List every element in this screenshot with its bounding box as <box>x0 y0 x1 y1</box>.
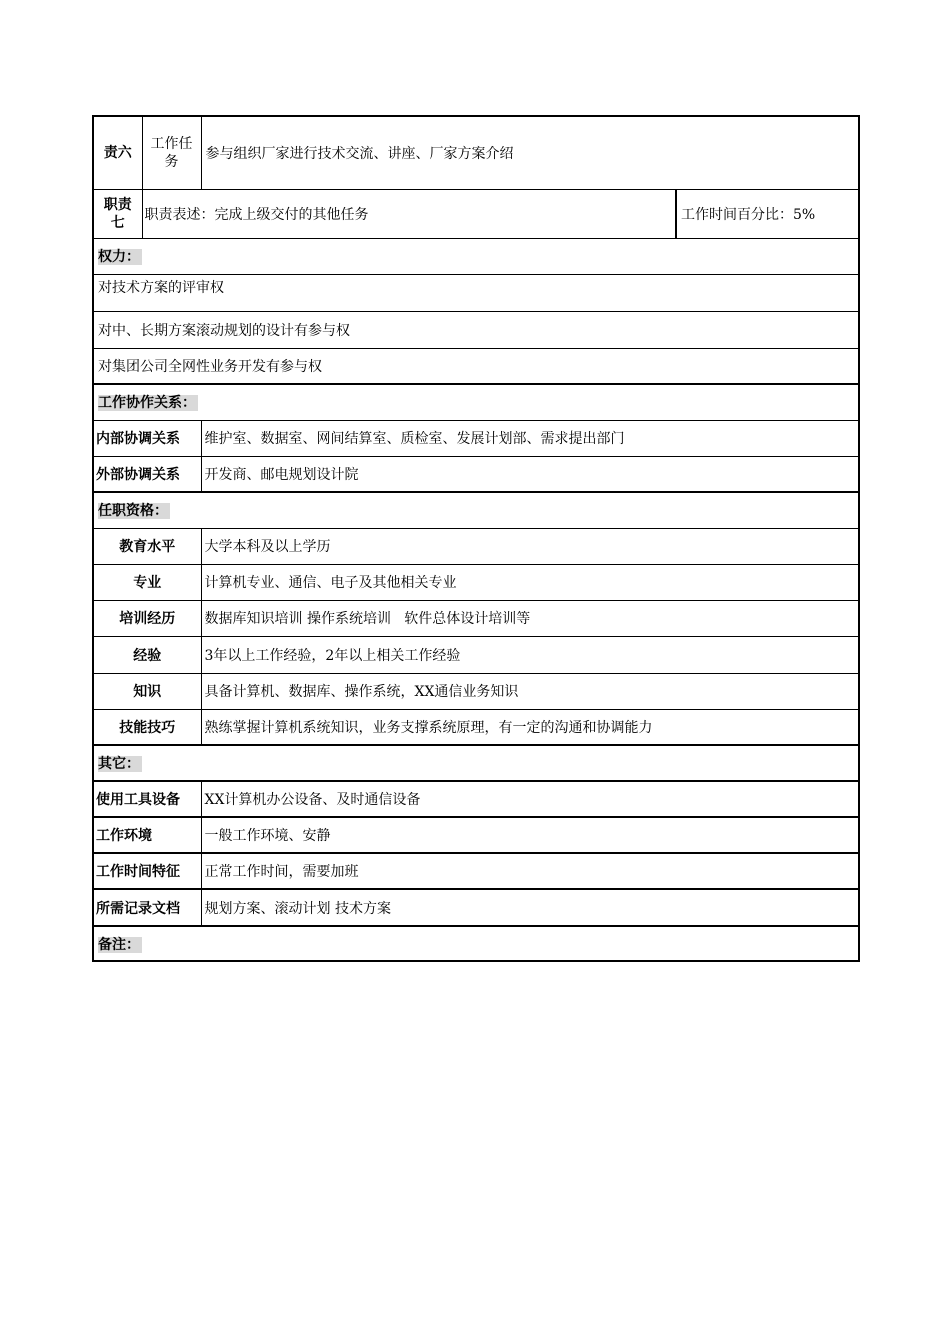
duty6-task-label: 工作任务 <box>142 116 201 189</box>
relations-row <box>93 420 859 456</box>
power-section-header <box>93 238 859 274</box>
qualification-row <box>93 564 859 600</box>
remarks-title: 备注： <box>98 936 140 953</box>
power-title: 权力： <box>98 249 140 265</box>
power-item-text: 对技术方案的评审权 <box>93 274 859 311</box>
power-item-text: 对集团公司全网性业务开发有参与权 <box>93 348 859 384</box>
relations-row <box>93 456 859 492</box>
power-item <box>93 274 859 311</box>
qualification-label: 教育水平 <box>93 528 201 564</box>
other-section-header <box>93 745 859 781</box>
relations-section-header <box>93 384 859 420</box>
qualification-value: 大学本科及以上学历 <box>201 528 859 564</box>
qualification-row <box>93 528 859 564</box>
duty7-label: 职责七 <box>93 189 142 238</box>
other-row <box>93 817 859 853</box>
qualification-label: 专业 <box>93 564 201 600</box>
relations-label: 外部协调关系 <box>93 456 201 492</box>
other-value: 一般工作环境、安静 <box>201 817 859 853</box>
qualification-row <box>93 709 859 745</box>
other-value: XX计算机办公设备、及时通信设备 <box>201 781 859 817</box>
other-label: 使用工具设备 <box>93 781 201 817</box>
power-item <box>93 348 859 384</box>
relations-value: 开发商、邮电规划设计院 <box>201 456 859 492</box>
qualification-value: 熟练掌握计算机系统知识，业务支撑系统原理，有一定的沟通和协调能力 <box>201 709 859 745</box>
other-label: 工作时间特征 <box>93 853 201 889</box>
other-label: 工作环境 <box>93 817 201 853</box>
duty6-task-text: 参与组织厂家进行技术交流、讲座、厂家方案介绍 <box>201 116 859 189</box>
qualifications-section-header <box>93 492 859 528</box>
relations-title: 工作协作关系： <box>98 395 196 412</box>
other-title: 其它： <box>98 756 140 772</box>
other-value: 正常工作时间，需要加班 <box>201 853 859 889</box>
power-item-text: 对中、长期方案滚动规划的设计有参与权 <box>93 311 859 348</box>
other-row <box>93 853 859 889</box>
qualification-value: 计算机专业、通信、电子及其他相关专业 <box>201 564 859 600</box>
qualification-label: 经验 <box>93 636 201 673</box>
qualification-label: 知识 <box>93 673 201 709</box>
other-row <box>93 889 859 926</box>
duty7-time-percent: 工作时间百分比：5% <box>676 189 859 238</box>
remarks-row <box>93 926 859 961</box>
qualification-row <box>93 673 859 709</box>
duty6-row <box>93 116 859 189</box>
qualification-row <box>93 636 859 673</box>
duty7-row <box>93 189 859 238</box>
power-item <box>93 311 859 348</box>
relations-label: 内部协调关系 <box>93 420 201 456</box>
qualification-label: 技能技巧 <box>93 709 201 745</box>
qualification-value: 具备计算机、数据库、操作系统，XX通信业务知识 <box>201 673 859 709</box>
qualification-label: 培训经历 <box>93 600 201 636</box>
other-row <box>93 781 859 817</box>
relations-value: 维护室、数据室、网间结算室、质检室、发展计划部、需求提出部门 <box>201 420 859 456</box>
qualifications-title: 任职资格： <box>98 503 168 520</box>
job-description-table <box>92 115 858 962</box>
other-label: 所需记录文档 <box>93 889 201 926</box>
other-value: 规划方案、滚动计划 技术方案 <box>201 889 859 926</box>
duty7-description: 职责表述：完成上级交付的其他任务 <box>142 189 676 238</box>
duty6-label: 责六 <box>93 116 142 189</box>
qualification-row <box>93 600 859 636</box>
qualification-value: 数据库知识培训 操作系统培训 软件总体设计培训等 <box>201 600 859 636</box>
qualification-value: 3年以上工作经验，2年以上相关工作经验 <box>201 636 859 673</box>
